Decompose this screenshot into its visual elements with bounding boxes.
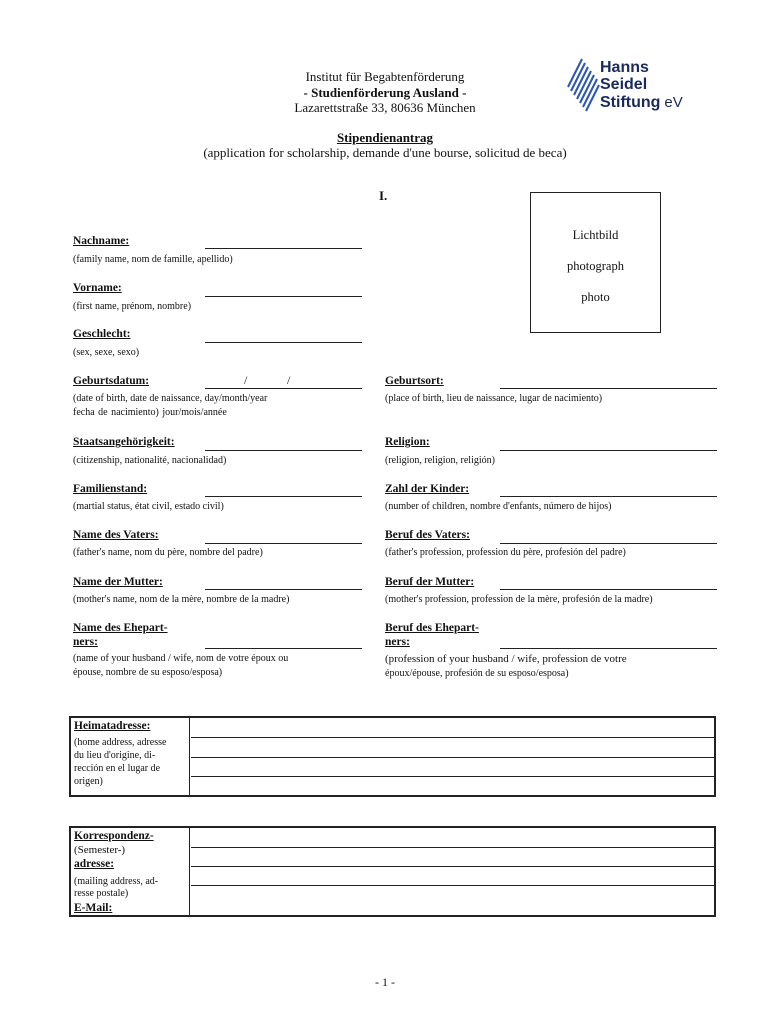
geschlecht-hint: (sex, sexe, sexo) (73, 347, 140, 358)
email-line[interactable] (191, 885, 714, 886)
geburtsdatum-label: Geburtsdatum: (73, 375, 150, 387)
institute-address: Lazarettstraße 33, 80636 München (294, 100, 476, 115)
beruf-vaters-input-line[interactable] (500, 543, 717, 544)
name-ehepartner-label-1: Name des Ehepart- (73, 622, 168, 634)
beruf-mutter-hint: (mother's profession, profession de la mère, profesión de la madre) (385, 594, 653, 605)
heimat-column-divider (189, 718, 190, 795)
vorname-label: Vorname: (73, 282, 122, 294)
geburtsort-hint: (place of birth, lieu de naissance, lugar de nacimiento) (385, 393, 603, 404)
familienstand-input-line[interactable] (205, 496, 362, 497)
korrespondenz-label-1: Korrespondenz- (74, 830, 154, 842)
beruf-vaters-label: Beruf des Vaters: (385, 529, 470, 541)
korrespondenz-column-divider (189, 828, 190, 915)
form-title: Stipendienantrag (336, 130, 434, 145)
korrespondenz-hint-1: (mailing address, ad- (74, 876, 159, 887)
zahl-kinder-input-line[interactable] (500, 496, 717, 497)
heimat-line-3[interactable] (191, 776, 714, 777)
heimat-hint-4: origen) (74, 776, 103, 787)
name-ehepartner-hint-1: (name of your husband / wife, nom de votre époux ou (73, 653, 289, 664)
name-mutter-hint: (mother's name, nom de la mère, nombre de la madre) (73, 594, 290, 605)
korrespondenzadresse-box (69, 826, 716, 917)
section-number: I. (379, 188, 388, 203)
nachname-input-line[interactable] (205, 248, 362, 249)
heimatadresse-box (69, 716, 716, 797)
logo-stiftung: Stiftung (600, 94, 661, 111)
hss-logo-icon (566, 57, 600, 115)
heimat-hint-1: (home address, adresse (74, 737, 167, 748)
name-mutter-label: Name der Mutter: (73, 576, 163, 588)
beruf-ehepartner-input-line[interactable] (500, 648, 717, 649)
photo-label-en: photograph (567, 259, 624, 273)
heimat-line-1[interactable] (191, 737, 714, 738)
beruf-ehepartner-label-2: ners: (385, 636, 410, 648)
geburtsort-input-line[interactable] (500, 388, 717, 389)
familienstand-hint: (martial status, état civil, estado civil) (73, 501, 224, 512)
geschlecht-label: Geschlecht: (73, 328, 131, 340)
staatsangehoerigkeit-label: Staatsangehörigkeit: (73, 436, 175, 448)
name-vaters-input-line[interactable] (205, 543, 362, 544)
religion-input-line[interactable] (500, 450, 717, 451)
staatsangehoerigkeit-hint: (citizenship, nationalité, nacionalidad) (73, 455, 227, 466)
beruf-ehepartner-hint-2: époux/épouse, profesión de su esposo/esposa) (385, 668, 569, 679)
nachname-label: Nachname: (73, 235, 130, 247)
zahl-kinder-label: Zahl der Kinder: (385, 483, 470, 495)
beruf-mutter-input-line[interactable] (500, 589, 717, 590)
logo-ev: eV (664, 94, 683, 111)
korrespondenz-line-2[interactable] (191, 866, 714, 867)
geburtsdatum-hint-1: (date of birth, date de naissance, day/month/year (73, 393, 268, 404)
nachname-hint: (family name, nom de famille, apellido) (73, 254, 233, 265)
name-mutter-input-line[interactable] (205, 589, 362, 590)
logo-line-seidel: Seidel (600, 76, 648, 93)
beruf-mutter-label: Beruf der Mutter: (385, 576, 475, 588)
religion-label: Religion: (385, 436, 430, 448)
name-ehepartner-hint-2: épouse, nombre de su esposo/esposa) (73, 667, 223, 678)
geburtsort-label: Geburtsort: (385, 375, 444, 387)
korrespondenz-hint-2: resse postale) (74, 888, 129, 899)
geburtsdatum-input-line[interactable] (205, 388, 362, 389)
religion-hint: (religion, religion, religión) (385, 455, 495, 466)
vorname-input-line[interactable] (205, 296, 362, 297)
department-name: - Studienförderung Ausland - (303, 85, 467, 100)
beruf-ehepartner-label-1: Beruf des Ehepart- (385, 622, 479, 634)
heimat-hint-3: rección en el lugar de (74, 763, 161, 774)
form-subtitle: (application for scholarship, demande d'une bourse, solicitud de beca) (203, 145, 567, 160)
institute-name: Institut für Begabtenförderung (305, 69, 465, 84)
logo-line-stiftung (600, 94, 683, 112)
korrespondenz-label-2: adresse: (74, 858, 115, 870)
photo-label-de: Lichtbild (572, 228, 619, 242)
korrespondenz-line-1[interactable] (191, 847, 714, 848)
geschlecht-input-line[interactable] (205, 342, 362, 343)
photo-label-fr: photo (581, 290, 610, 304)
heimat-hint-2: du lieu d'origine, di- (74, 750, 156, 761)
name-vaters-label: Name des Vaters: (73, 529, 159, 541)
heimat-line-2[interactable] (191, 757, 714, 758)
name-ehepartner-input-line[interactable] (205, 648, 362, 649)
photo-box (530, 192, 661, 333)
beruf-ehepartner-hint-1: (profession of your husband / wife, profession de votre (385, 653, 627, 665)
staatsangehoerigkeit-input-line[interactable] (205, 450, 362, 451)
korrespondenz-label-semester: (Semester-) (74, 844, 126, 856)
geburtsdatum-hint-2: fecha de nacimiento) jour/mois/année (73, 407, 227, 418)
name-ehepartner-label-2: ners: (73, 636, 98, 648)
heimatadresse-label: Heimatadresse: (74, 720, 151, 732)
page-number: - 1 - (375, 975, 395, 989)
zahl-kinder-hint: (number of children, nombre d'enfants, número de hijos) (385, 501, 612, 512)
date-separator-1: / (244, 373, 248, 387)
date-separator-2: / (287, 373, 291, 387)
familienstand-label: Familienstand: (73, 483, 148, 495)
vorname-hint: (first name, prénom, nombre) (73, 301, 192, 312)
name-vaters-hint: (father's name, nom du père, nombre del padre) (73, 547, 263, 558)
beruf-vaters-hint: (father's profession, profession du père, profesión del padre) (385, 547, 626, 558)
logo-line-hanns: Hanns (600, 59, 649, 76)
email-label: E-Mail: (74, 902, 113, 914)
